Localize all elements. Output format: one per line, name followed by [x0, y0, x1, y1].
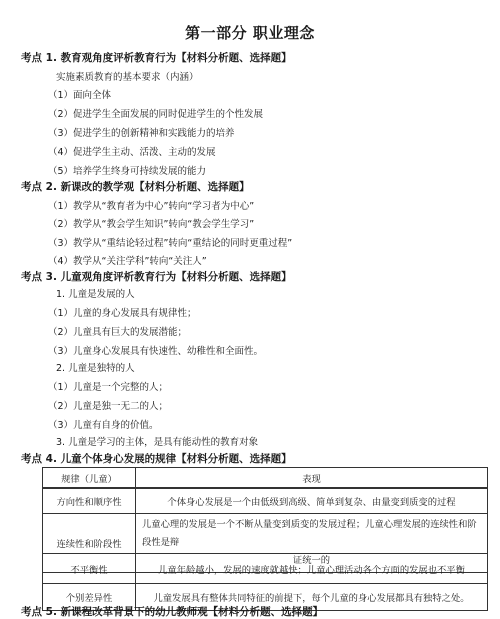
- table-cell-desc: 个体身心发展是一个由低级到高级、简单到复杂、由量变到质变的过程: [136, 488, 488, 514]
- list-item: （1）面向全体: [48, 90, 112, 101]
- list-item: （2）教学从“教会学生知识”转向“教会学生学习”: [48, 219, 255, 230]
- table-cell-desc-line: 证统一的: [292, 555, 331, 566]
- table-header-cell: 表现: [136, 468, 488, 489]
- list-item: （4）促进学生主动、活泼、主动的发展: [48, 147, 216, 158]
- table-cell-desc-line: 儿童心理的发展是一个不断从量变到质变的发展过程；儿童心理发展的连续性和阶段性是辩: [142, 519, 477, 548]
- subsection-heading: 2. 儿童是独特的人: [56, 363, 135, 374]
- list-item: （3）促进学生的创新精神和实践能力的培养: [48, 128, 235, 139]
- table-cell-name: 不平衡性: [43, 554, 136, 584]
- development-law-table-body: [42, 553, 488, 584]
- subsection-heading: 3. 儿童是学习的主体，是具有能动性的教育对象: [56, 437, 259, 448]
- table-cell-name: 个别差异性: [43, 584, 136, 611]
- section-3-heading: 考点 3. 儿童观角度评析教育行为【材料分析题、选择题】: [21, 271, 292, 283]
- subsection-heading: 1. 儿童是发展的人: [56, 289, 135, 300]
- development-law-table-body: [42, 487, 488, 514]
- page-title: 第一部分 职业理念: [185, 24, 315, 42]
- list-item: （1）儿童的身心发展具有规律性；: [48, 308, 197, 319]
- list-item: （5）培养学生终身可持续发展的能力: [48, 166, 207, 177]
- list-item: （1）教学从“教育者为中心”转向“学习者为中心”: [48, 201, 255, 212]
- section-1-intro: 实施素质教育的基本要求（内涵）: [56, 72, 199, 83]
- table-cell-name: 方向性和顺序性: [43, 488, 136, 514]
- list-item: （3）儿童身心发展具有快速性、幼稚性和全面性。: [48, 346, 264, 357]
- list-item: （2）儿童是独一无二的人；: [48, 401, 169, 412]
- table-row: [43, 488, 488, 514]
- table-cell-desc: 儿童年龄越小，发展的速度就越快；儿童心理活动各个方面的发展也不平衡: [136, 554, 488, 584]
- table-cell-name: 连续性和阶段性: [43, 514, 136, 573]
- section-5-heading: 考点 5. 新课程改革背景下的幼儿教师观【材料分析题、选择题】: [21, 606, 324, 618]
- development-law-table: [42, 467, 488, 489]
- list-item: （3）儿童有自身的价值。: [48, 420, 159, 431]
- table-header-row: [43, 468, 488, 489]
- list-item: （2）儿童具有巨大的发展潜能；: [48, 327, 188, 338]
- section-2-heading: 考点 2. 新课改的教学观【材料分析题、选择题】: [21, 181, 250, 193]
- table-header-cell: 规律（儿童）: [43, 468, 136, 489]
- table-cell-desc: 儿童发展具有整体共同特征的前提下，每个儿童的身心发展都具有独特之处。: [136, 584, 488, 611]
- table-row: [43, 554, 488, 584]
- list-item: （2）促进学生全面发展的同时促进学生的个性发展: [48, 109, 264, 120]
- section-4-heading: 考点 4. 儿童个体身心发展的规律【材料分析题、选择题】: [21, 453, 292, 465]
- list-item: （3）教学从“重结论轻过程”转向“重结论的同时更重过程”: [48, 238, 293, 249]
- list-item: （1）儿童是一个完整的人；: [48, 382, 169, 393]
- section-1-heading: 考点 1. 教育观角度评析教育行为【材料分析题、选择题】: [21, 52, 292, 64]
- list-item: （4）教学从“关注学科”转向“关注人”: [48, 256, 207, 267]
